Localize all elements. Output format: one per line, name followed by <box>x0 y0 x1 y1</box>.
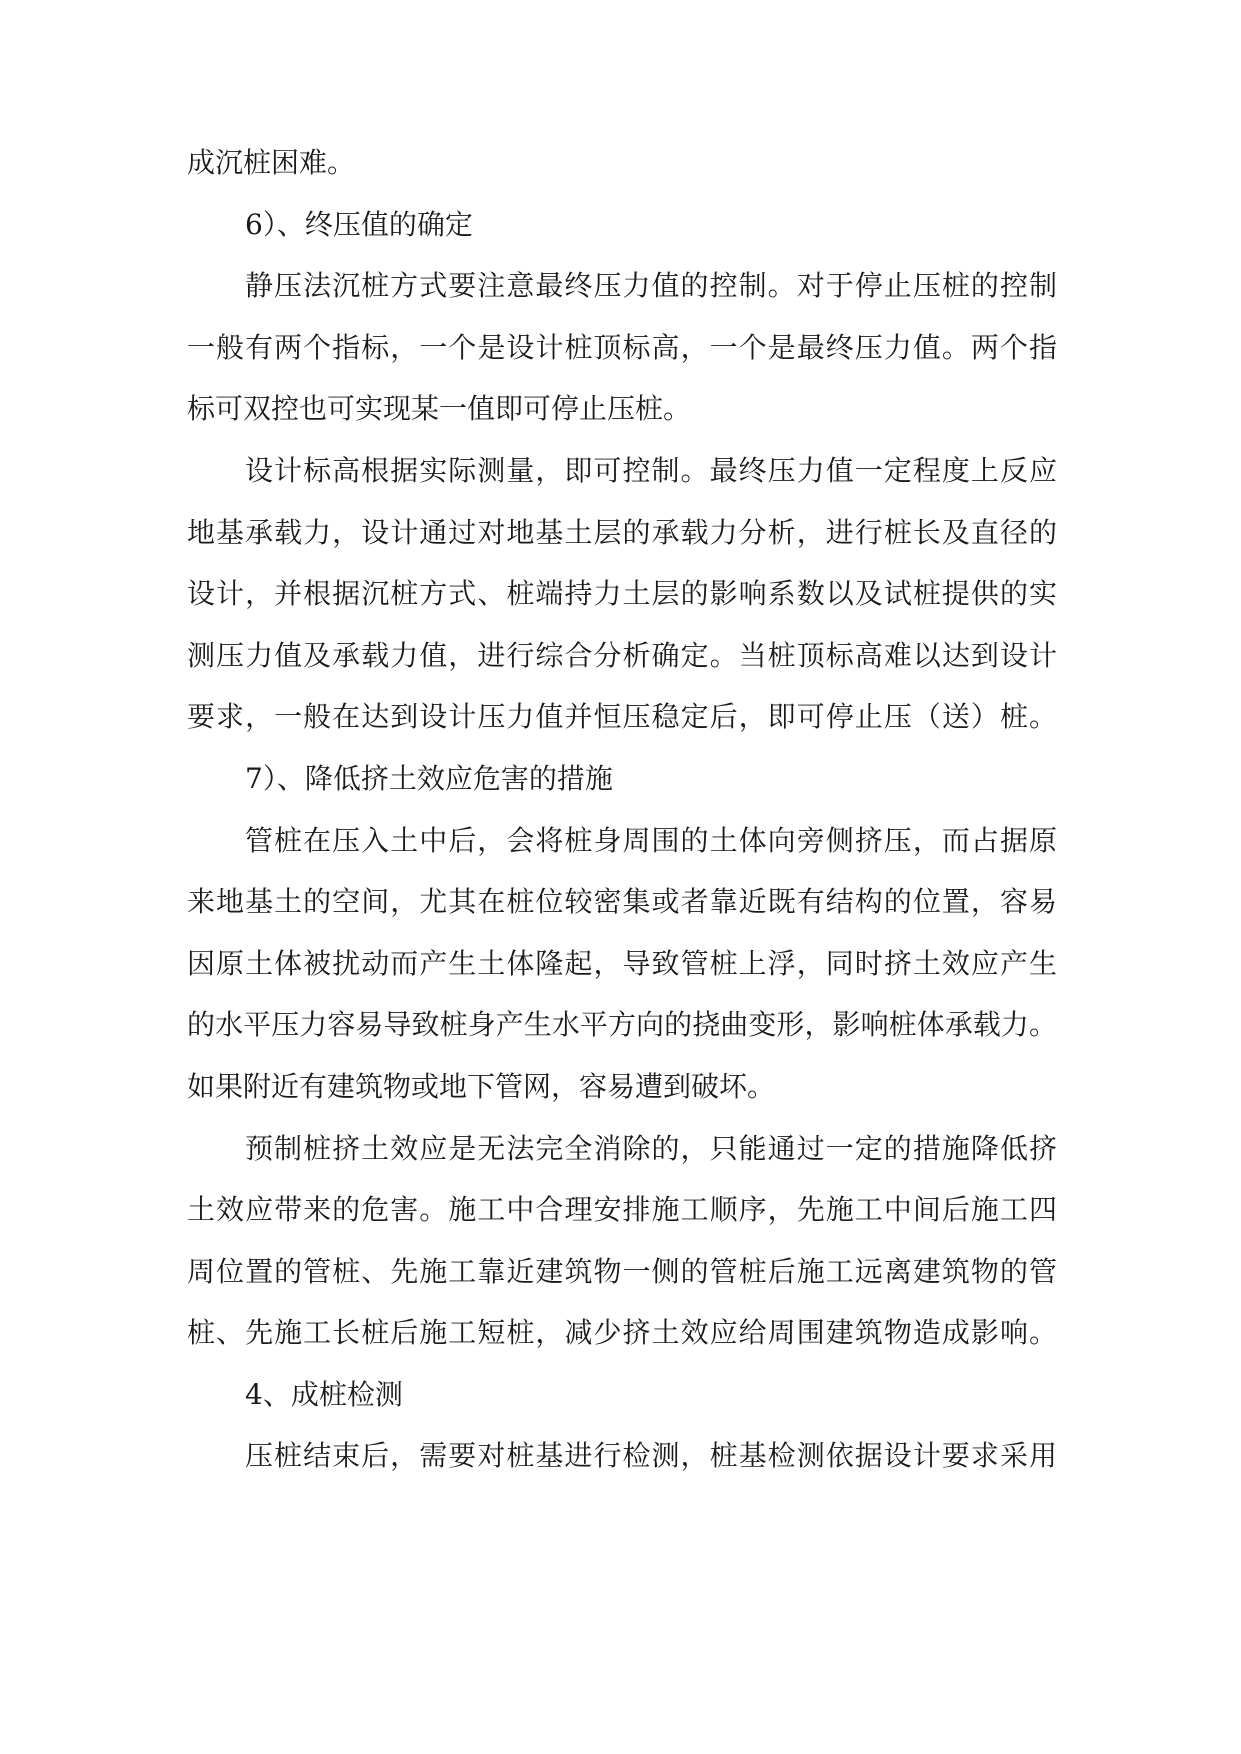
section-heading: 4、成桩检测 <box>245 1377 403 1411</box>
document-body <box>187 148 1057 1503</box>
section-heading: 6）、终压值的确定 <box>245 207 473 241</box>
paragraph-line: 成沉桩困难。 <box>187 146 356 179</box>
paragraph-line: 标可双控也可实现某一值即可停止压桩。 <box>187 392 692 426</box>
section-heading: 7）、降低挤土效应危害的措施 <box>245 761 613 795</box>
paragraph-line: 压桩结束后，需要对桩基进行检测，桩基检测依据设计要求采用 <box>245 1439 1057 1473</box>
paragraph-line: 土效应带来的危害。施工中合理安排施工顺序，先施工中间后施工四 <box>187 1193 1057 1227</box>
paragraph-line: 如果附近有建筑物或地下管网，容易遭到破坏。 <box>187 1069 776 1103</box>
paragraph-line: 因原土体被扰动而产生土体隆起，导致管桩上浮，同时挤土效应产生 <box>187 946 1057 980</box>
paragraph-line: 地基承载力，设计通过对地基土层的承载力分析，进行桩长及直径的 <box>187 515 1057 549</box>
paragraph-line: 要求，一般在达到设计压力值并恒压稳定后，即可停止压（送）桩。 <box>187 700 1057 734</box>
paragraph-line: 桩、先施工长桩后施工短桩，减少挤土效应给周围建筑物造成影响。 <box>187 1316 1057 1350</box>
paragraph-line: 预制桩挤土效应是无法完全消除的，只能通过一定的措施降低挤 <box>245 1131 1057 1165</box>
paragraph-line: 一般有两个指标，一个是设计桩顶标高，一个是最终压力值。两个指 <box>187 330 1057 364</box>
paragraph-line: 设计，并根据沉桩方式、桩端持力土层的影响系数以及试桩提供的实 <box>187 577 1057 611</box>
paragraph-line: 测压力值及承载力值，进行综合分析确定。当桩顶标高难以达到设计 <box>187 638 1057 672</box>
paragraph-line: 设计标高根据实际测量，即可控制。最终压力值一定程度上反应 <box>245 453 1057 487</box>
paragraph-line: 静压法沉桩方式要注意最终压力值的控制。对于停止压桩的控制 <box>245 269 1057 303</box>
paragraph-line: 的水平压力容易导致桩身产生水平方向的挠曲变形，影响桩体承载力。 <box>187 1008 1057 1042</box>
paragraph-line: 管桩在压入土中后，会将桩身周围的土体向旁侧挤压，而占据原 <box>245 823 1057 857</box>
paragraph-line: 来地基土的空间，尤其在桩位较密集或者靠近既有结构的位置，容易 <box>187 885 1057 919</box>
paragraph-line: 周位置的管桩、先施工靠近建筑物一侧的管桩后施工远离建筑物的管 <box>187 1254 1057 1288</box>
